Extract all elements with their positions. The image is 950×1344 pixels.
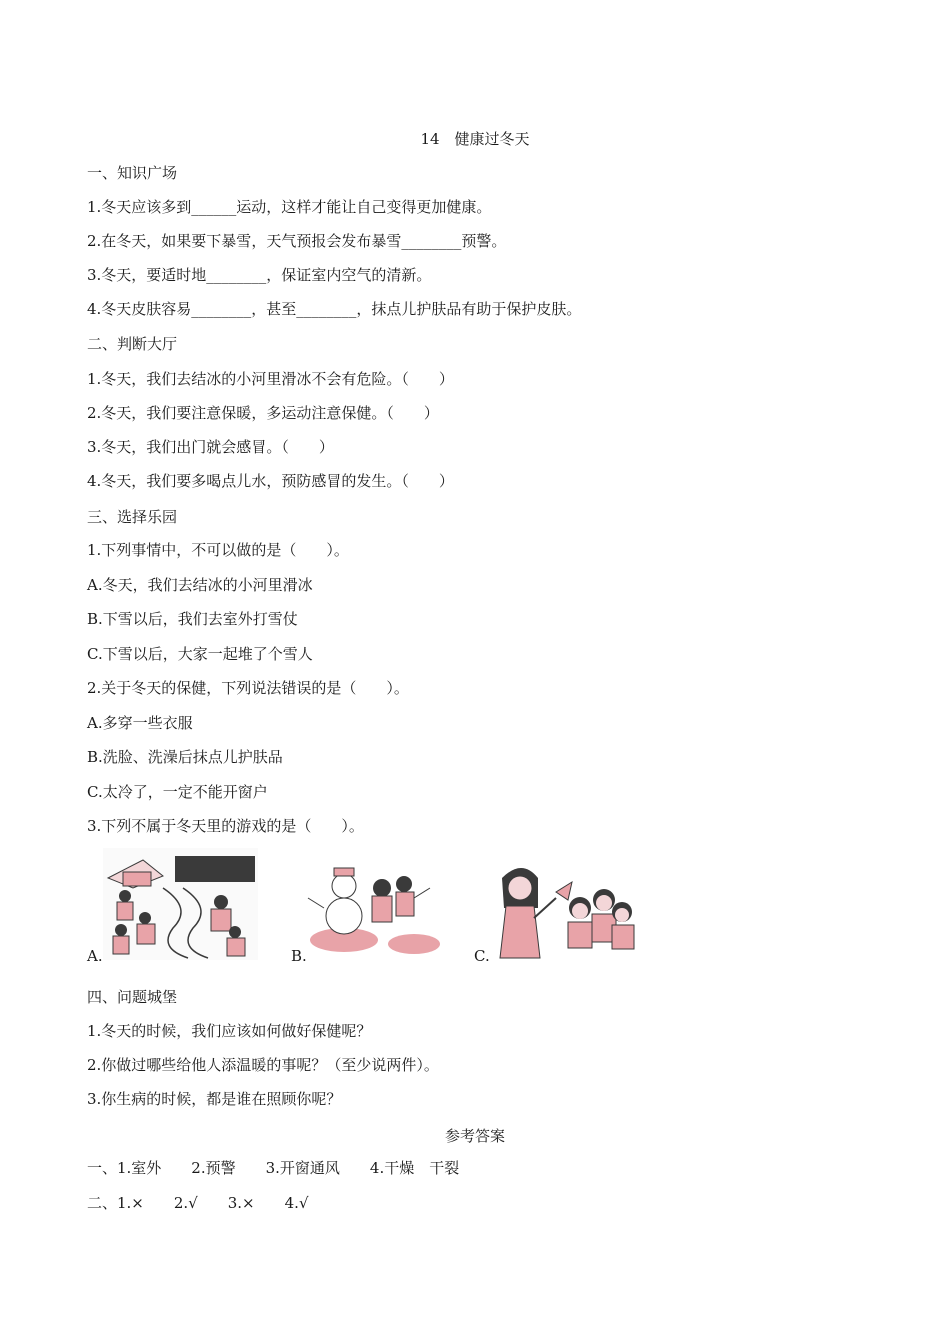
question-3: 3.下列不属于冬天里的游戏的是（ ）。: [87, 817, 364, 835]
teacher-children-picture: [492, 858, 637, 960]
section1-item-3: 3.冬天，要适时地________，保证室内空气的清新。: [87, 266, 432, 284]
section1-item-4: 4.冬天皮肤容易________，甚至________，抹点儿护肤品有助于保护皮肤。: [87, 300, 582, 318]
q2-option-a: A.多穿一些衣服: [87, 714, 193, 732]
answers-heading: 参考答案: [444, 1127, 505, 1145]
section1-item-2: 2.在冬天，如果要下暴雪，天气预报会发布暴雪________预警。: [87, 232, 507, 250]
q2-option-c: C.太冷了，一定不能开窗户: [87, 783, 268, 801]
answers-line-1: 一、1.室外 2.预警 3.开窗通风 4.干燥 干裂: [87, 1159, 460, 1177]
section2-item-2: 2.冬天，我们要注意保暖，多运动注意保健。（ ）: [87, 404, 439, 422]
section4-item-3: 3.你生病的时候，都是谁在照顾你呢？: [87, 1090, 342, 1108]
question-1: 1.下列事情中，不可以做的是（ ）。: [87, 541, 349, 559]
section3-heading: 三、选择乐园: [87, 508, 178, 526]
section2-heading: 二、判断大厅: [87, 335, 178, 353]
picture-caption-b: B.: [291, 947, 307, 965]
picture-caption-c: C.: [474, 947, 490, 965]
section2-item-3: 3.冬天，我们出门就会感冒。（ ）: [87, 438, 334, 456]
picture-caption-a: A.: [87, 947, 103, 965]
section4-item-1: 1.冬天的时候，我们应该如何做好保健呢？: [87, 1022, 372, 1040]
q1-option-a: A.冬天，我们去结冰的小河里滑冰: [87, 576, 313, 594]
q2-option-b: B.洗脸、洗澡后抹点儿护肤品: [87, 748, 283, 766]
question-2: 2.关于冬天的保健，下列说法错误的是（ ）。: [87, 679, 409, 697]
answers-line-2: 二、1.× 2.√ 3.× 4.√: [87, 1194, 309, 1212]
snowball-fight-picture: [103, 848, 258, 960]
section4-item-2: 2.你做过哪些给他人添温暖的事呢？（至少说两件）。: [87, 1056, 439, 1074]
section2-item-1: 1.冬天，我们去结冰的小河里滑冰不会有危险。（ ）: [87, 370, 454, 388]
section2-item-4: 4.冬天，我们要多喝点儿水，预防感冒的发生。（ ）: [87, 472, 454, 490]
section1-heading: 一、知识广场: [87, 164, 178, 182]
snowman-picture: [304, 858, 442, 958]
q1-option-c: C.下雪以后，大家一起堆了个雪人: [87, 645, 313, 663]
section1-item-1: 1.冬天应该多到______运动，这样才能让自己变得更加健康。: [87, 198, 492, 216]
section4-heading: 四、问题城堡: [87, 988, 178, 1006]
q1-option-b: B.下雪以后，我们去室外打雪仗: [87, 610, 298, 628]
page-title: 14 健康过冬天: [420, 130, 530, 148]
